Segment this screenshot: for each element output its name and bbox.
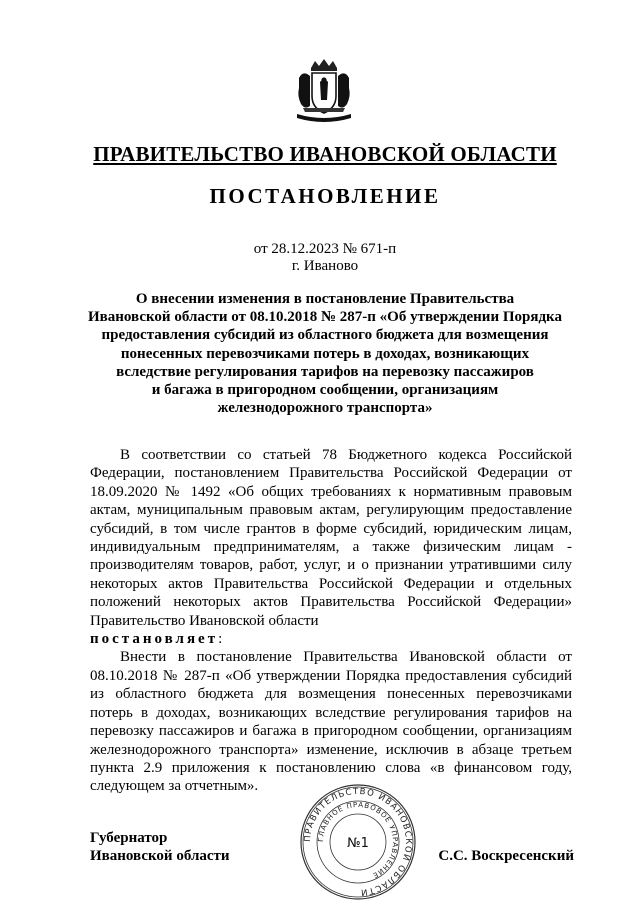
document-subject <box>88 290 562 417</box>
signatory-name: С.С. Воскресенский <box>438 848 574 864</box>
body-paragraph <box>90 446 572 648</box>
body-paragraph: Внести в постановление Правительства Ивановской области от 08.10.2018 № 287-п «Об утверждении Порядка предоставления субсидий из областного бюджета для возмещения понесенных перевозчиками потерь в доходах, возникающих вследствие регулирования тарифов на перевозку пассажиров и багажа в пригородном сообщении, организациям железнодорожного транспорта» изменение, исключив в абзаце третьем пункта 2.9 приложения к постановлению слова «в финансовом году, следующем за отчетным». <box>90 649 572 795</box>
official-stamp <box>298 782 418 902</box>
stamp-inner-text: ГЛАВНОЕ ПРАВОВОЕ УПРАВЛЕНИЕ <box>316 800 400 880</box>
subject-line: О внесении изменения в постановление Правительства <box>135 291 515 307</box>
stamp-number: №1 <box>347 836 369 851</box>
subject-line: и багажа в пригородном сообщении, организациям <box>151 382 499 399</box>
stamp-outer-text: ПРАВИТЕЛЬСТВО ИВАНОВСКОЙ ОБЛАСТИ <box>302 786 414 898</box>
signatory-title-line: Губернатор <box>90 830 168 846</box>
subject-line: понесенных перевозчиками потерь в доходах, возникающих <box>120 345 530 362</box>
decree-word: постановляет <box>90 631 219 648</box>
document-place: г. Иваново <box>291 258 359 274</box>
document-body <box>90 446 572 796</box>
subject-line: вследствие регулирования тарифов на перевозку пассажиров <box>116 363 534 380</box>
preamble-text: В соответствии со статьей 78 Бюджетного кодекса Российской Федерации, постановлением Правительства Российской Федерации от 18.09.2020 № 1492 «Об общих требованиях к нормативным правовым актам, муниципальным правовым актам, регулирующим предоставление субсидий, в том числе грантов в форме субсидий, юридическим лицам, индивидуальным предпринимателям, а также физическим лицам - производителям товаров, работ, услуг, и о признании утратившими силу некоторых актов Правительства Российской Федерации и отдельных положений некоторых актов Правительства Российской Федерации» Правительство Ивановской области <box>90 447 572 629</box>
signatory-title-line: Ивановской области <box>90 848 230 864</box>
document-date-number: от 28.12.2023 № 671-п <box>253 241 397 257</box>
coat-of-arms-icon <box>293 58 355 124</box>
subject-line: железнодорожного транспорта» <box>217 400 433 417</box>
subject-line: Ивановской области от 08.10.2018 № 287-п «Об утверждении Порядка <box>88 309 562 326</box>
signatory-title <box>90 829 230 865</box>
organization-title: ПРАВИТЕЛЬСТВО ИВАНОВСКОЙ ОБЛАСТИ <box>93 142 557 166</box>
decree-colon: : <box>218 631 223 648</box>
document-type: ПОСТАНОВЛЕНИЕ <box>209 184 441 208</box>
subject-line: предоставления субсидий из областного бюджета для возмещения <box>101 327 549 344</box>
